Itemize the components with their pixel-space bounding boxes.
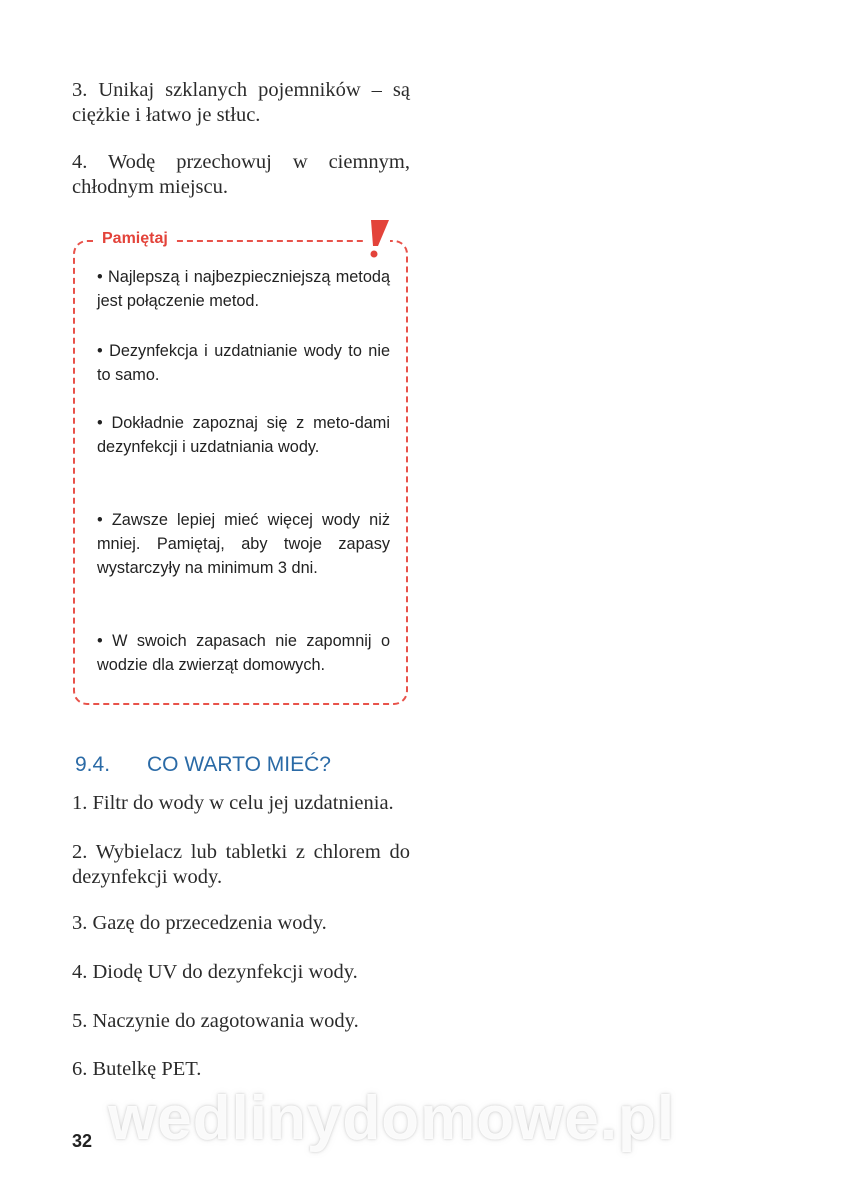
list-item: 3. Gazę do przecedzenia wody. (72, 912, 327, 934)
list-item: 2. Wybielacz lub tabletki z chlorem do dezynfekcji wody. (72, 841, 410, 888)
page-number: 32 (72, 1131, 93, 1151)
exclamation-icon (364, 218, 390, 262)
list-item: 1. Filtr do wody w celu jej uzdatnienia. (72, 792, 394, 814)
list-item: 5. Naczynie do zagotowania wody. (72, 1010, 359, 1032)
list-item: 4. Diodę UV do dezynfekcji wody. (72, 961, 358, 983)
remember-title: Pamiętaj (96, 229, 174, 249)
intro-item-3: 3. Unikaj szklanych pojemników – są ciężkie i łatwo je stłuc. (72, 79, 410, 126)
section-number: 9.4. (75, 753, 111, 776)
remember-bullet: • Dokładnie zapoznaj się z meto-dami dezynfekcji i uzdatniania wody. (97, 414, 390, 456)
remember-bullet: • Najlepszą i najbezpieczniejszą metodą jest połączenie metod. (97, 268, 390, 310)
remember-bullet: • W swoich zapasach nie zapomnij o wodzie dla zwierząt domowych. (97, 632, 390, 674)
remember-bullet: • Dezynfekcja i uzdatnianie wody to nie to samo. (97, 342, 390, 384)
section-title: CO WARTO MIEĆ? (147, 753, 331, 776)
remember-bullet: • Zawsze lepiej mieć więcej wody niż mniej. Pamiętaj, aby twoje zapasy wystarczyły na minimum 3 dni. (97, 511, 390, 577)
list-item: 6. Butelkę PET. (72, 1058, 202, 1080)
intro-item-4: 4. Wodę przechowuj w ciemnym, chłodnym miejscu. (72, 151, 410, 198)
watermark: wedlinydomowe.pl (108, 1084, 676, 1153)
